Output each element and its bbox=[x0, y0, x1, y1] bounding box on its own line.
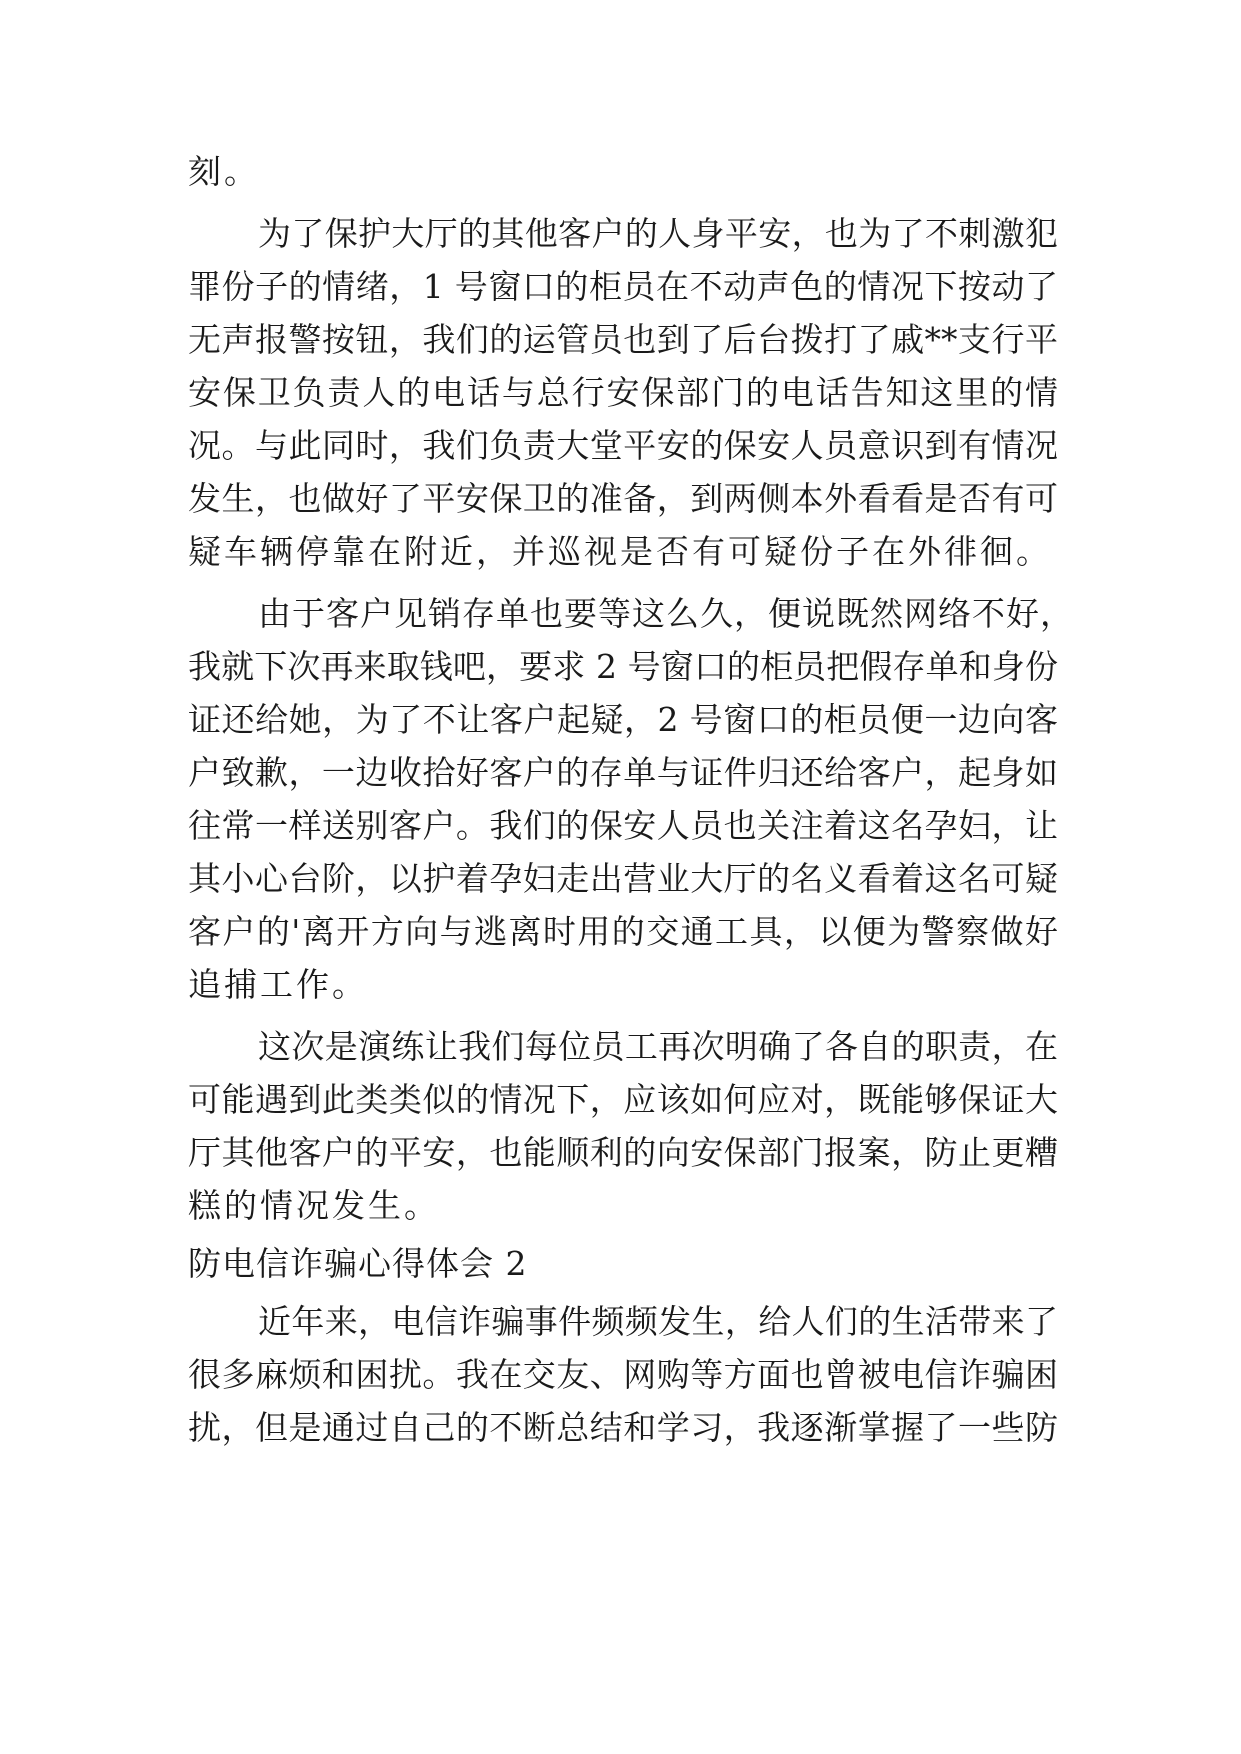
paragraph-line: 疑车辆停靠在附近，并巡视是否有可疑份子在外徘徊。 bbox=[188, 532, 1052, 571]
paragraph-line: 证还给她，为了不让客户起疑，2 号窗口的柜员便一边向客 bbox=[188, 700, 1058, 739]
paragraph-line: 往常一样送别客户。我们的保安人员也关注着这名孕妇，让 bbox=[188, 806, 1058, 845]
paragraph-line: 糕的情况发生。 bbox=[188, 1186, 440, 1225]
paragraph-line: 由于客户见销存单也要等这么久，便说既然网络不好， bbox=[258, 594, 1073, 633]
paragraph-line: 其小心台阶，以护着孕妇走出营业大厅的名义看着这名可疑 bbox=[188, 859, 1058, 898]
paragraph-line: 这次是演练让我们每位员工再次明确了各自的职责，在 bbox=[258, 1027, 1058, 1066]
paragraph-line: 很多麻烦和困扰。我在交友、网购等方面也曾被电信诈骗困 bbox=[188, 1355, 1058, 1394]
paragraph-line: 我就下次再来取钱吧，要求 2 号窗口的柜员把假存单和身份 bbox=[188, 647, 1058, 686]
paragraph-line: 厅其他客户的平安，也能顺利的向安保部门报案，防止更糟 bbox=[188, 1133, 1058, 1172]
paragraph-line: 客户的'离开方向与逃离时用的交通工具，以便为警察做好 bbox=[188, 912, 1058, 951]
section-heading: 防电信诈骗心得体会 2 bbox=[188, 1244, 528, 1283]
paragraph-line: 追捕工作。 bbox=[188, 965, 368, 1004]
paragraph-line: 可能遇到此类类似的情况下，应该如何应对，既能够保证大 bbox=[188, 1080, 1058, 1119]
paragraph-line: 况。与此同时，我们负责大堂平安的保安人员意识到有情况 bbox=[188, 426, 1058, 465]
paragraph-line: 近年来，电信诈骗事件频频发生，给人们的生活带来了 bbox=[258, 1302, 1058, 1341]
paragraph-line: 扰，但是通过自己的不断总结和学习，我逐渐掌握了一些防 bbox=[188, 1408, 1058, 1447]
paragraph-line: 户致歉，一边收拾好客户的存单与证件归还给客户，起身如 bbox=[188, 753, 1058, 792]
paragraph-line: 发生，也做好了平安保卫的准备，到两侧本外看看是否有可 bbox=[188, 479, 1058, 518]
paragraph-line: 安保卫负责人的电话与总行安保部门的电话告知这里的情 bbox=[188, 373, 1058, 412]
paragraph-line: 无声报警按钮，我们的运管员也到了后台拨打了戚**支行平 bbox=[188, 320, 1058, 359]
paragraph-line: 为了保护大厅的其他客户的人身平安，也为了不刺激犯 bbox=[258, 214, 1058, 253]
paragraph-line: 罪份子的情绪，1 号窗口的柜员在不动声色的情况下按动了 bbox=[188, 267, 1058, 306]
paragraph-line: 刻。 bbox=[188, 152, 260, 191]
